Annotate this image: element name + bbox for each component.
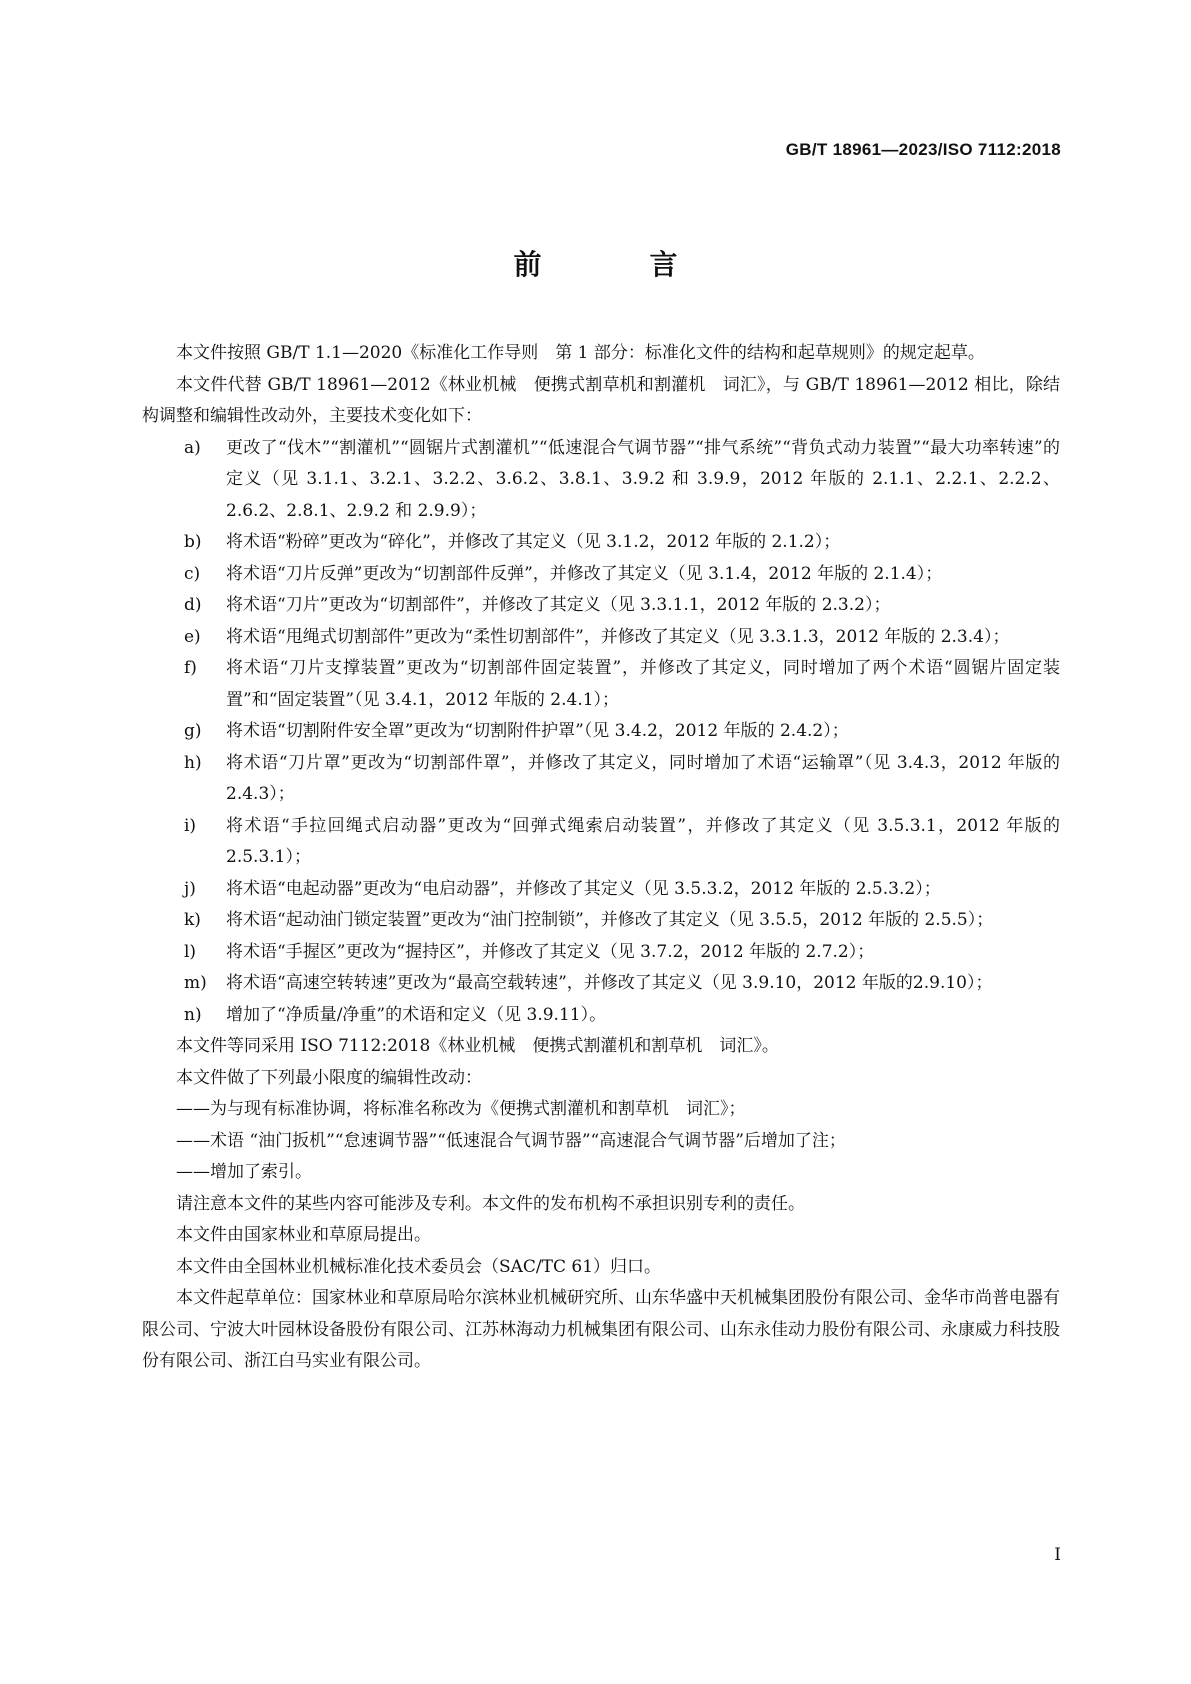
list-item-text: 将术语“高速空转转速”更改为“最高空载转速”，并修改了其定义（见 3.9.10，2012 年版的2.9.10）； bbox=[226, 973, 993, 993]
list-item-text: 将术语“甩绳式切割部件”更改为“柔性切割部件”，并修改了其定义（见 3.3.1.3，2012 年版的 2.3.4）； bbox=[226, 626, 1010, 647]
list-marker: d) bbox=[184, 595, 202, 615]
list-marker: l) bbox=[184, 941, 197, 962]
list-item-text: 将术语“起动油门锁定装置”更改为“油门控制锁”，并修改了其定义（见 3.5.5，2012 年版的 2.5.5）； bbox=[226, 910, 994, 930]
list-item bbox=[142, 1000, 1060, 1032]
list-item-text: 增加了“净质量/净重”的术语和定义（见 3.9.11）。 bbox=[226, 1004, 607, 1025]
list-item bbox=[142, 433, 1060, 528]
document-body bbox=[142, 338, 1060, 1378]
editorial-change-item: ——为与现有标准协调，将标准名称改为《便携式割灌机和割草机 词汇》； bbox=[176, 1099, 746, 1119]
list-marker: i) bbox=[184, 815, 197, 836]
list-marker: h) bbox=[184, 752, 202, 773]
list-marker: m) bbox=[184, 973, 207, 993]
list-marker: g) bbox=[184, 721, 202, 741]
list-item bbox=[142, 527, 1060, 559]
changes-list bbox=[142, 433, 1060, 1032]
list-item bbox=[142, 968, 1060, 1000]
list-item-text: 将术语“手拉回绳式启动器”更改为“回弹式绳索启动装置”，并修改了其定义（见 3.5.3.1，2012 年版的 2.5.3.1）； bbox=[226, 815, 1060, 867]
list-item bbox=[142, 559, 1060, 591]
list-marker: c) bbox=[184, 563, 201, 584]
list-item-text: 将术语“手握区”更改为“握持区”，并修改了其定义（见 3.7.2，2012 年版的 2.7.2）； bbox=[226, 941, 875, 962]
list-marker: a) bbox=[184, 437, 201, 458]
editorial-change-item: ——术语 “油门扳机”“怠速调节器”“低速混合气调节器”“高速混合气调节器”后增加了注； bbox=[176, 1130, 846, 1151]
list-item bbox=[142, 905, 1060, 937]
list-item bbox=[142, 590, 1060, 622]
list-item-text: 将术语“刀片”更改为“切割部件”，并修改了其定义（见 3.3.1.1，2012 年版的 2.3.2）； bbox=[226, 595, 891, 615]
editorial-intro: 本文件做了下列最小限度的编辑性改动： bbox=[176, 1067, 482, 1088]
list-marker: e) bbox=[184, 626, 201, 647]
editorial-change-item: ——增加了索引。 bbox=[176, 1162, 312, 1182]
list-marker: f) bbox=[184, 658, 197, 678]
list-item bbox=[142, 937, 1060, 969]
list-marker: b) bbox=[184, 532, 202, 552]
list-item bbox=[142, 811, 1060, 874]
list-item bbox=[142, 874, 1060, 906]
list-item bbox=[142, 716, 1060, 748]
adoption-statement: 本文件等同采用 ISO 7112:2018《林业机械 便携式割灌机和割草机 词汇》。 bbox=[176, 1036, 779, 1056]
drafting-units: 本文件起草单位：国家林业和草原局哈尔滨林业机械研究所、山东华盛中天机械集团股份有限公司、金华市尚普电器有限公司、宁波大叶园林设备股份有限公司、江苏林海动力机械集团有限公司、山东永佳动力股份有限公司、永康威力科技股份有限公司、浙江白马实业有限公司。 bbox=[142, 1288, 1060, 1371]
list-marker: j) bbox=[184, 878, 196, 899]
list-item bbox=[142, 622, 1060, 654]
list-marker: n) bbox=[184, 1004, 202, 1025]
intro-paragraph: 本文件按照 GB/T 1.1—2020《标准化工作导则 第 1 部分：标准化文件的结构和起草规则》的规定起草。 bbox=[176, 343, 985, 363]
list-item-text: 更改了“伐木”“割灌机”“圆锯片式割灌机”“低速混合气调节器”“排气系统”“背负式动力装置”“最大功率转速”的定义（见 3.1.1、3.2.1、3.2.2、3.6.2、3.8.1、3.9.2 和 3.9.9，2012 年版的 2.1.1、2.2.1、2.2.2、2.6.2、2.8.1、2.9.2 和 2.9.9）； bbox=[226, 437, 1060, 521]
list-item-text: 将术语“切割附件安全罩”更改为“切割附件护罩”（见 3.4.2，2012 年版的 2.4.2）； bbox=[226, 721, 849, 741]
list-item bbox=[142, 748, 1060, 811]
list-item-text: 将术语“刀片支撑装置”更改为“切割部件固定装置”，并修改了其定义，同时增加了两个术语“圆锯片固定装置”和“固定装置”（见 3.4.1，2012 年版的 2.4.1）； bbox=[226, 658, 1060, 710]
intro-paragraph: 本文件代替 GB/T 18961—2012《林业机械 便携式割草机和割灌机 词汇》，与 GB/T 18961—2012 相比，除结构调整和编辑性改动外，主要技术变化如下： bbox=[142, 374, 1060, 426]
list-item bbox=[142, 653, 1060, 716]
page-title: 前 言 bbox=[513, 248, 718, 281]
page-number: I bbox=[1054, 1545, 1061, 1565]
committee-statement: 本文件由全国林业机械标准化技术委员会（SAC/TC 61）归口。 bbox=[176, 1256, 662, 1277]
list-item-text: 将术语“电起动器”更改为“电启动器”，并修改了其定义（见 3.5.3.2，2012 年版的 2.5.3.2）； bbox=[226, 878, 941, 899]
proposer-statement: 本文件由国家林业和草原局提出。 bbox=[176, 1225, 431, 1245]
standard-number: GB/T 18961—2023/ISO 7112:2018 bbox=[785, 140, 1061, 159]
list-marker: k) bbox=[184, 910, 201, 930]
list-item-text: 将术语“刀片反弹”更改为“切割部件反弹”，并修改了其定义（见 3.1.4，2012 年版的 2.1.4）； bbox=[226, 563, 943, 584]
list-item-text: 将术语“刀片罩”更改为“切割部件罩”，并修改了其定义，同时增加了术语“运输罩”（见 3.4.3，2012 年版的 2.4.3）； bbox=[226, 752, 1060, 804]
list-item-text: 将术语“粉碎”更改为“碎化”，并修改了其定义（见 3.1.2，2012 年版的 2.1.2）； bbox=[226, 532, 841, 552]
patent-notice: 请注意本文件的某些内容可能涉及专利。本文件的发布机构不承担识别专利的责任。 bbox=[176, 1193, 805, 1214]
